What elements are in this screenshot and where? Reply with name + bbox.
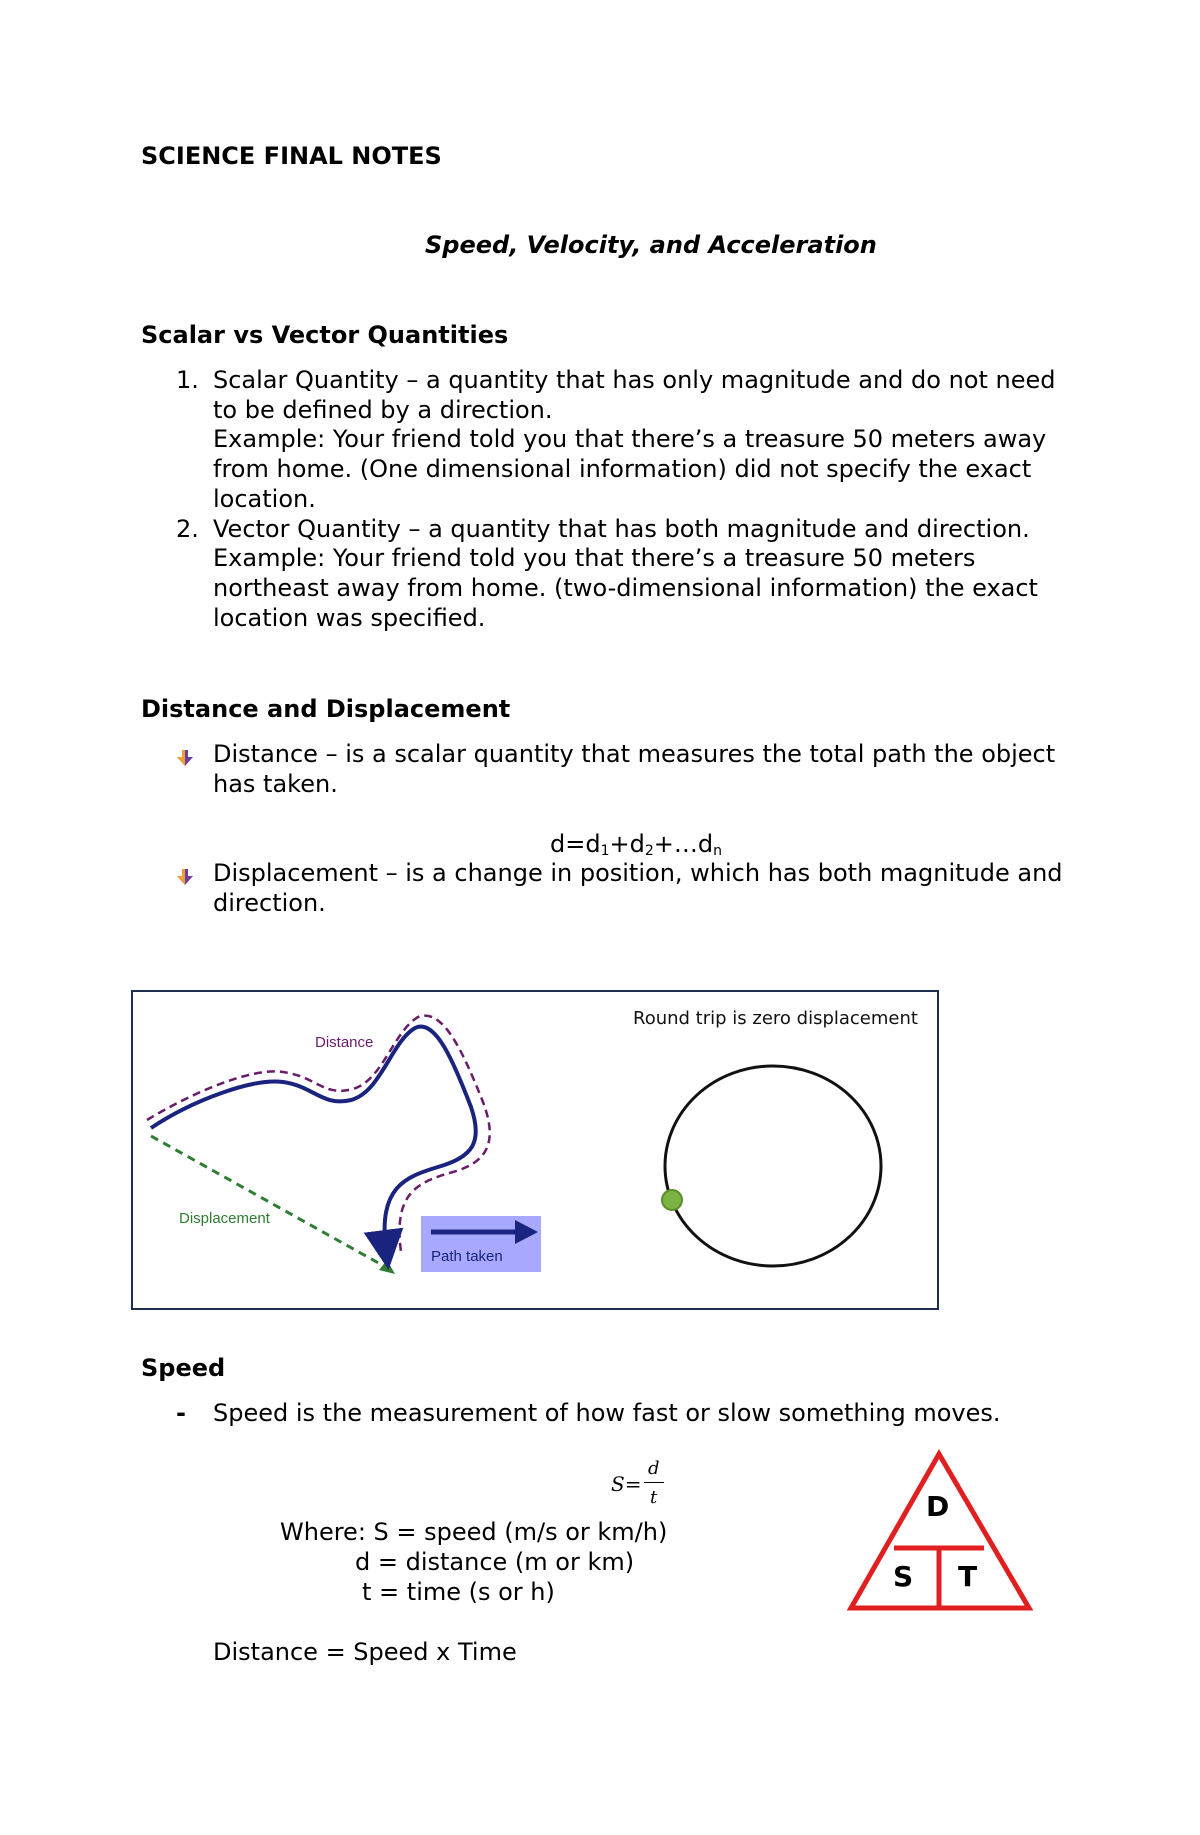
speed-definition: Speed is the measurement of how fast or slow something moves. [213,1399,1001,1427]
displacement-definition-line: direction. [213,889,326,917]
list-item-line: northeast away from home. (two-dimensional information) the exact [213,574,1038,602]
list-item-line: Example: Your friend told you that there’s a treasure 50 meters [213,544,976,572]
distance-displacement-heading: Distance and Displacement [141,695,511,723]
list-item-line: Example: Your friend told you that there’s a treasure 50 meters away [213,425,1047,453]
list-item-line: Vector Quantity – a quantity that has both magnitude and direction. [213,515,1030,543]
formula-text: d=d [550,830,601,858]
distance-definition-line: Distance – is a scalar quantity that measures the total path the object [213,740,1056,768]
section-title: Speed, Velocity, and Acceleration [425,231,877,259]
arrow-bullet-icon [176,749,194,767]
list-number: 2. [176,515,199,543]
path-taken-label: Path taken [431,1248,503,1265]
fraction-bar [644,1482,664,1483]
speed-heading: Speed [141,1354,226,1382]
triangle-letter-t: T [958,1560,978,1593]
triangle-letter-d: D [926,1490,950,1523]
distance-displacement-figure [131,990,939,1310]
where-line: d = distance (m or km) [355,1548,635,1576]
distance-relation: Distance = Speed x Time [213,1638,517,1666]
formula-text: +d [609,830,645,858]
list-item-line: to be defined by a direction. [213,396,553,424]
list-number: 1. [176,366,199,394]
formula-text: +…d [653,830,714,858]
round-trip-label: Round trip is zero displacement [633,1008,918,1029]
where-line: Where: S = speed (m/s or km/h) [280,1518,668,1546]
round-trip-circle [665,1066,881,1266]
formula-subscript: 2 [644,843,654,859]
formula-subscript: 1 [600,843,610,859]
distance-label: Distance [315,1034,374,1051]
where-line: t = time (s or h) [362,1578,555,1606]
list-item-line: location was specified. [213,604,486,632]
displacement-arrowhead [379,1260,395,1274]
distance-formula [550,829,722,859]
dst-triangle-icon [845,1448,1035,1616]
scalar-vector-heading: Scalar vs Vector Quantities [141,321,509,349]
list-item-line: location. [213,485,316,513]
arrow-bullet-icon [176,868,194,886]
speed-formula-numerator: d [648,1458,660,1479]
displacement-line [151,1136,391,1270]
distance-definition-line: has taken. [213,770,338,798]
start-point-marker [662,1190,682,1210]
speed-dash: - [176,1399,186,1427]
speed-formula-lhs: S= [611,1472,642,1496]
displacement-definition-line: Displacement – is a change in position, which has both magnitude and [213,859,1063,887]
formula-subscript: n [713,843,722,859]
list-item-line: from home. (One dimensional information) did not specify the exact [213,455,1032,483]
list-item-line: Scalar Quantity – a quantity that has only magnitude and do not need [213,366,1056,394]
figure-drawing [133,992,937,1308]
speed-formula-denominator: t [650,1487,658,1508]
doc-title: SCIENCE FINAL NOTES [141,142,442,170]
displacement-label: Displacement [179,1210,270,1227]
triangle-letter-s: S [893,1560,914,1593]
